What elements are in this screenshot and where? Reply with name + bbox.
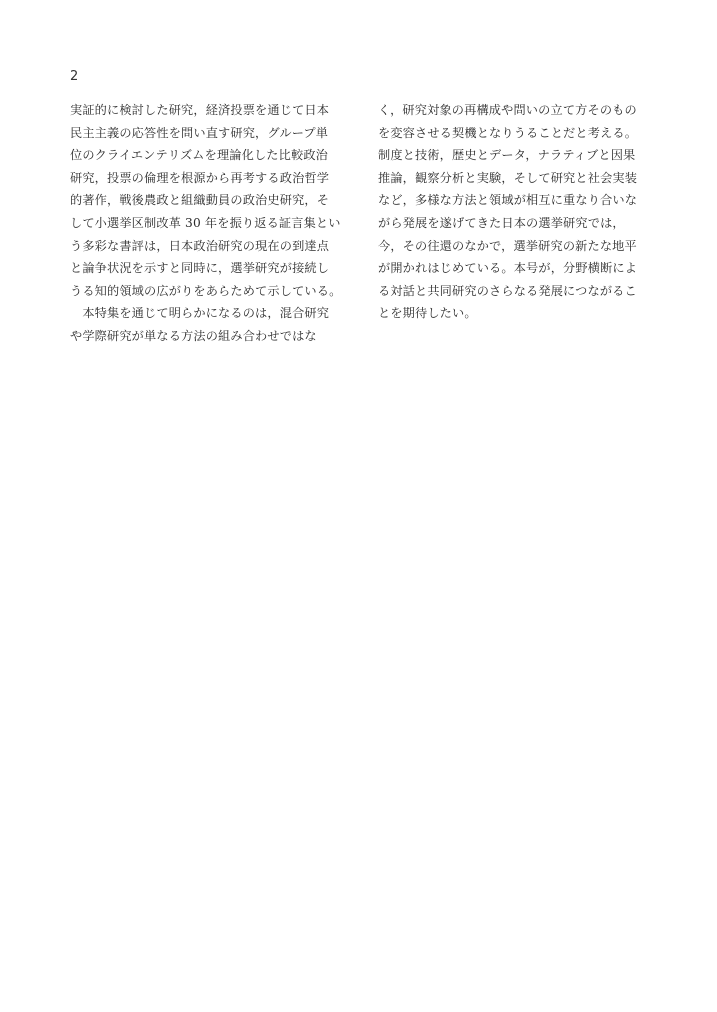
text-line: 推論，観察分析と実験，そして研究と社会実装: [378, 170, 638, 185]
text-line: うる知的領域の広がりをあらためて示している。: [70, 283, 342, 298]
text-line: 実証的に検討した研究，経済投票を通じて日本: [70, 103, 330, 117]
text-line: を変容させる契機となりうることだと考える。: [378, 125, 638, 140]
left-text-column: [70, 99, 342, 348]
text-line: 民主主義の応答性を問い直す研究，グループ単: [70, 125, 329, 140]
text-line: が開かれはじめている。本号が，分野横断によ: [378, 261, 638, 276]
text-line: 本特集を通じて明らかになるのは，混合研究: [70, 306, 330, 321]
text-line: う多彩な書評は，日本政治研究の現在の到達点: [70, 238, 330, 253]
text-line: など，多様な方法と領域が相互に重なり合いな: [378, 193, 638, 208]
text-line: や学際研究が単なる方法の組み合わせではな: [70, 328, 317, 343]
text-line: と論争状況を示すと同時に，選挙研究が接続し: [70, 261, 330, 276]
text-line: して小選挙区制改革 30 年を振り返る証言集とい: [70, 215, 341, 230]
text-line: 制度と技術，歴史とデータ，ナラティブと因果: [378, 148, 636, 163]
text-line: 今，その往還のなかで，選挙研究の新たな地平: [378, 238, 637, 253]
text-line: 位のクライエンテリズムを理論化した比較政治: [70, 148, 328, 163]
text-line: る対話と共同研究のさらなる発展につながるこ: [378, 283, 637, 298]
right-text-column: [378, 99, 650, 325]
text-line: く，研究対象の再構成や問いの立て方そのもの: [378, 103, 637, 117]
text-line: とを期待したい。: [378, 306, 477, 321]
text-line: がら発展を遂げてきた日本の選挙研究では，: [378, 215, 625, 230]
text-line: 的著作，戦後農政と組織動員の政治史研究，そ: [70, 193, 330, 208]
text-line: 研究，投票の倫理を根源から再考する政治哲学: [70, 170, 330, 185]
page-number: 2: [70, 69, 79, 84]
